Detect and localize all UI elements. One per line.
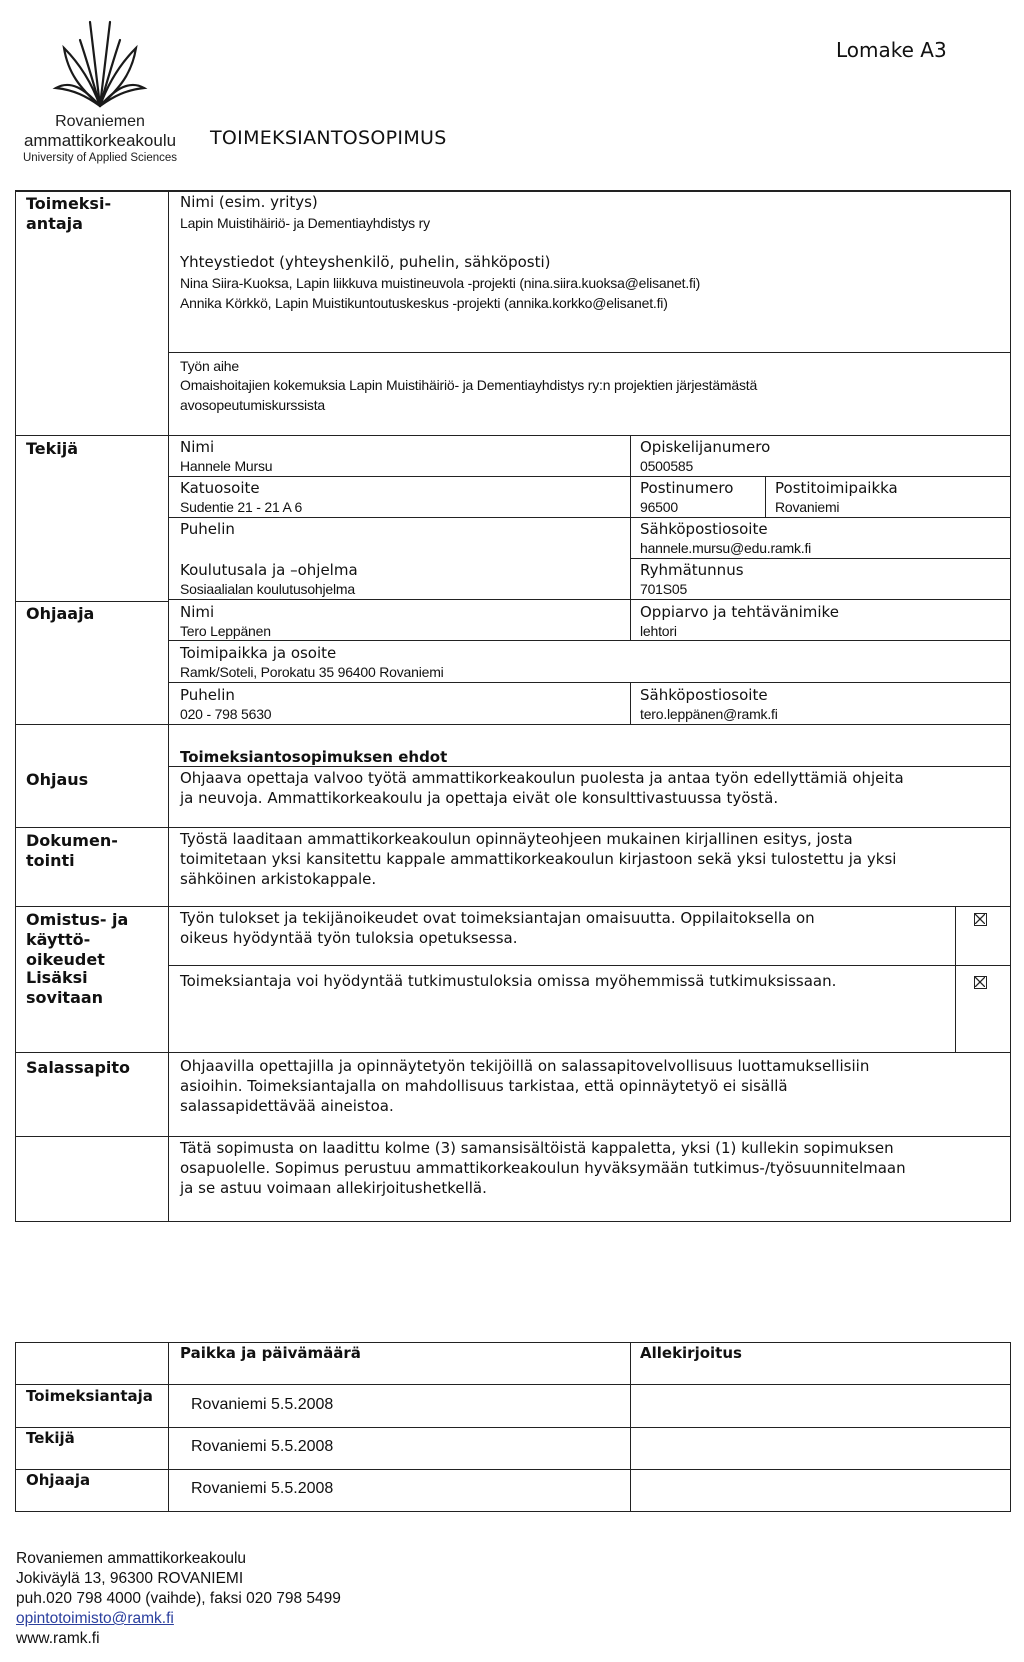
final-clause-line2: osapuolelle. Sopimus perustuu ammattikorkeakoulun hyväksymään tutkimus-/työsuunnitelmaan — [180, 1159, 906, 1177]
document-title: TOIMEKSIANTOSOPIMUS — [210, 127, 447, 149]
footer-org: Rovaniemen ammattikorkeakoulu — [16, 1550, 247, 1567]
final-clause-line1: Tätä sopimusta on laadittu kolme (3) samansisältöistä kappaletta, yksi (1) kullekin sopimuksen — [180, 1139, 894, 1157]
student-number-label: Opiskelijanumero — [640, 438, 771, 456]
client-contact-line2: Annika Körkkö, Lapin Muistikuntoutuskeskus -projekti (annika.korkko@elisanet.fi) — [180, 295, 668, 311]
row-divider — [15, 435, 1010, 436]
row-divider — [168, 352, 1010, 353]
supervisor-email-value: tero.leppänen@ramk.fi — [640, 706, 778, 722]
terms-heading: Toimeksiantosopimuksen ehdot — [180, 748, 448, 766]
sig-table-border-top — [15, 1342, 1010, 1343]
column-divider — [765, 476, 766, 517]
table-border-right — [1010, 190, 1011, 1222]
column-divider — [630, 435, 631, 640]
supervisor-phone-label: Puhelin — [180, 686, 235, 704]
sig-table-border-left — [15, 1342, 16, 1512]
row-divider — [630, 558, 1010, 559]
org-name-line2: ammattikorkeakoulu — [23, 131, 177, 150]
rights-checkbox[interactable] — [974, 913, 987, 926]
student-number-value: 0500585 — [640, 458, 694, 474]
author-section-label: Tekijä — [26, 439, 79, 458]
topic-label: Työn aihe — [180, 358, 239, 374]
supervisor-email-label: Sähköpostiosoite — [640, 686, 768, 704]
org-name-line3: University of Applied Sciences — [22, 152, 178, 164]
topic-line2: avosopeutumiskurssista — [180, 397, 325, 413]
rights-line2: oikeus hyödyntää työn tuloksia opetuksessa. — [180, 929, 518, 947]
additional-terms-checkbox[interactable] — [974, 976, 987, 989]
sig-field-supervisor[interactable] — [631, 1470, 1009, 1510]
documentation-line3: sähköinen arkistokappale. — [180, 870, 377, 888]
row-divider — [15, 724, 1010, 725]
sig-field-client[interactable] — [631, 1385, 1009, 1426]
supervisor-title-label: Oppiarvo ja tehtävänimike — [640, 603, 839, 621]
signature-header: Allekirjoitus — [640, 1344, 742, 1362]
guidance-label: Ohjaus — [26, 770, 89, 789]
row-divider — [168, 517, 1010, 518]
guidance-line2: ja neuvoja. Ammattikorkeakoulu ja opettaja eivät ole konsulttivastuussa työstä. — [180, 789, 779, 807]
client-section-label: Toimeksi- antaja — [26, 194, 112, 233]
author-phone-label: Puhelin — [180, 520, 235, 538]
row-divider — [15, 1052, 1010, 1053]
supervisor-name-value: Tero Leppänen — [180, 623, 271, 639]
supervisor-title-value: lehtori — [640, 623, 677, 639]
documentation-label: Dokumen- tointi — [26, 831, 118, 870]
org-name-line1: Rovaniemen — [55, 113, 145, 130]
documentation-line1: Työstä laaditaan ammattikorkeakoulun opinnäyteohjeen mukainen kirjallinen esitys, josta — [180, 830, 853, 848]
label-column-divider — [168, 190, 169, 1222]
sig-place-date-client: Rovaniemi 5.5.2008 — [191, 1396, 334, 1413]
row-divider — [15, 601, 168, 602]
street-label: Katuosoite — [180, 479, 260, 497]
column-divider — [630, 682, 631, 724]
rights-label: Omistus- ja käyttö- oikeudet — [26, 910, 129, 969]
supervisor-section-label: Ohjaaja — [26, 604, 95, 623]
table-border-left — [15, 190, 16, 1222]
sig-role-client: Toimeksiantaja — [26, 1387, 153, 1405]
footer-email-link[interactable]: opintotoimisto@ramk.fi — [16, 1610, 174, 1627]
client-contact-line1: Nina Siira-Kuoksa, Lapin liikkuva muistineuvola -projekti (nina.siira.kuoksa@elisanet.fi) — [180, 275, 701, 291]
confidentiality-line3: salassapidettävää aineistoa. — [180, 1097, 394, 1115]
footer-website[interactable]: www.ramk.fi — [16, 1630, 100, 1647]
group-value: 701S05 — [640, 581, 688, 597]
footer-address: Jokiväylä 13, 96300 ROVANIEMI — [16, 1570, 244, 1587]
form-code: Lomake A3 — [836, 38, 947, 62]
final-clause-line3: ja se astuu voimaan allekirjoitushetkellä. — [180, 1179, 487, 1197]
table-border-top — [15, 190, 1010, 192]
group-label: Ryhmätunnus — [640, 561, 744, 579]
topic-line1: Omaishoitajien kokemuksia Lapin Muistihäiriö- ja Dementiayhdistys ry:n projektien järjestämästä — [180, 377, 758, 393]
row-divider — [15, 906, 1010, 907]
sig-place-date-supervisor: Rovaniemi 5.5.2008 — [191, 1480, 334, 1497]
row-divider — [168, 640, 1010, 641]
author-name-value: Hannele Mursu — [180, 458, 273, 474]
author-email-label: Sähköpostiosoite — [640, 520, 768, 538]
guidance-line1: Ohjaava opettaja valvoo työtä ammattikorkeakoulun puolesta ja antaa työn edellyttämiä ohjeita — [180, 769, 904, 787]
table-border-bottom — [15, 1221, 1011, 1222]
postcode-value: 96500 — [640, 499, 678, 515]
row-divider — [168, 476, 1010, 477]
additional-terms-label: Lisäksi sovitaan — [26, 968, 104, 1007]
additional-terms-line1: Toimeksiantaja voi hyödyntää tutkimustuloksia omissa myöhemmissä tutkimuksissaan. — [180, 972, 837, 990]
moth-logo-icon — [50, 18, 150, 110]
city-label: Postitoimipaikka — [775, 479, 898, 497]
field-label: Koulutusala ja –ohjelma — [180, 561, 358, 579]
sig-place-date-author: Rovaniemi 5.5.2008 — [191, 1438, 334, 1455]
documentation-line2: toimitetaan yksi kansitettu kappale ammattikorkeakoulun kirjastoon sekä yksi tulostettu ja yksi — [180, 850, 897, 868]
field-value: Sosiaalialan koulutusohjelma — [180, 581, 355, 597]
sig-column-divider — [168, 1342, 169, 1512]
place-date-header: Paikka ja päivämäärä — [180, 1344, 361, 1362]
confidentiality-label: Salassapito — [26, 1058, 131, 1077]
footer-phone: puh.020 798 4000 (vaihde), faksi 020 798 5499 — [16, 1590, 341, 1607]
row-divider — [168, 682, 1010, 683]
supervisor-workplace-label: Toimipaikka ja osoite — [180, 644, 337, 662]
sig-role-supervisor: Ohjaaja — [26, 1471, 91, 1489]
row-divider — [168, 599, 1010, 600]
rights-line1: Työn tulokset ja tekijänoikeudet ovat toimeksiantajan omaisuutta. Oppilaitoksella on — [180, 909, 815, 927]
row-divider — [15, 827, 1010, 828]
author-name-label: Nimi — [180, 438, 215, 456]
row-divider — [168, 965, 1010, 966]
supervisor-phone-value: 020 - 798 5630 — [180, 706, 272, 722]
author-email-value: hannele.mursu@edu.ramk.fi — [640, 540, 812, 556]
confidentiality-line1: Ohjaavilla opettajilla ja opinnäytetyön tekijöillä on salassapitovelvollisuus luottamuksellisiin — [180, 1057, 870, 1075]
street-value: Sudentie 21 - 21 A 6 — [180, 499, 303, 515]
postcode-label: Postinumero — [640, 479, 734, 497]
row-divider — [15, 1136, 1010, 1137]
sig-table-border-right — [1010, 1342, 1011, 1512]
city-value: Rovaniemi — [775, 499, 840, 515]
client-name-value: Lapin Muistihäiriö- ja Dementiayhdistys ry — [180, 215, 430, 231]
confidentiality-line2: asioihin. Toimeksiantajalla on mahdollisuus tarkistaa, että opinnäytetyö ei sisällä — [180, 1077, 788, 1095]
organization-logo-text — [12, 113, 188, 165]
supervisor-name-label: Nimi — [180, 603, 215, 621]
checkbox-column-divider — [955, 906, 956, 1052]
sig-table-border-bottom — [15, 1511, 1010, 1512]
client-contact-label: Yhteystiedot (yhteyshenkilö, puhelin, sähköposti) — [180, 253, 551, 271]
supervisor-workplace-value: Ramk/Soteli, Porokatu 35 96400 Rovaniemi — [180, 664, 444, 680]
sig-role-author: Tekijä — [26, 1429, 75, 1447]
sig-field-author[interactable] — [631, 1428, 1009, 1468]
client-name-label: Nimi (esim. yritys) — [180, 193, 318, 211]
